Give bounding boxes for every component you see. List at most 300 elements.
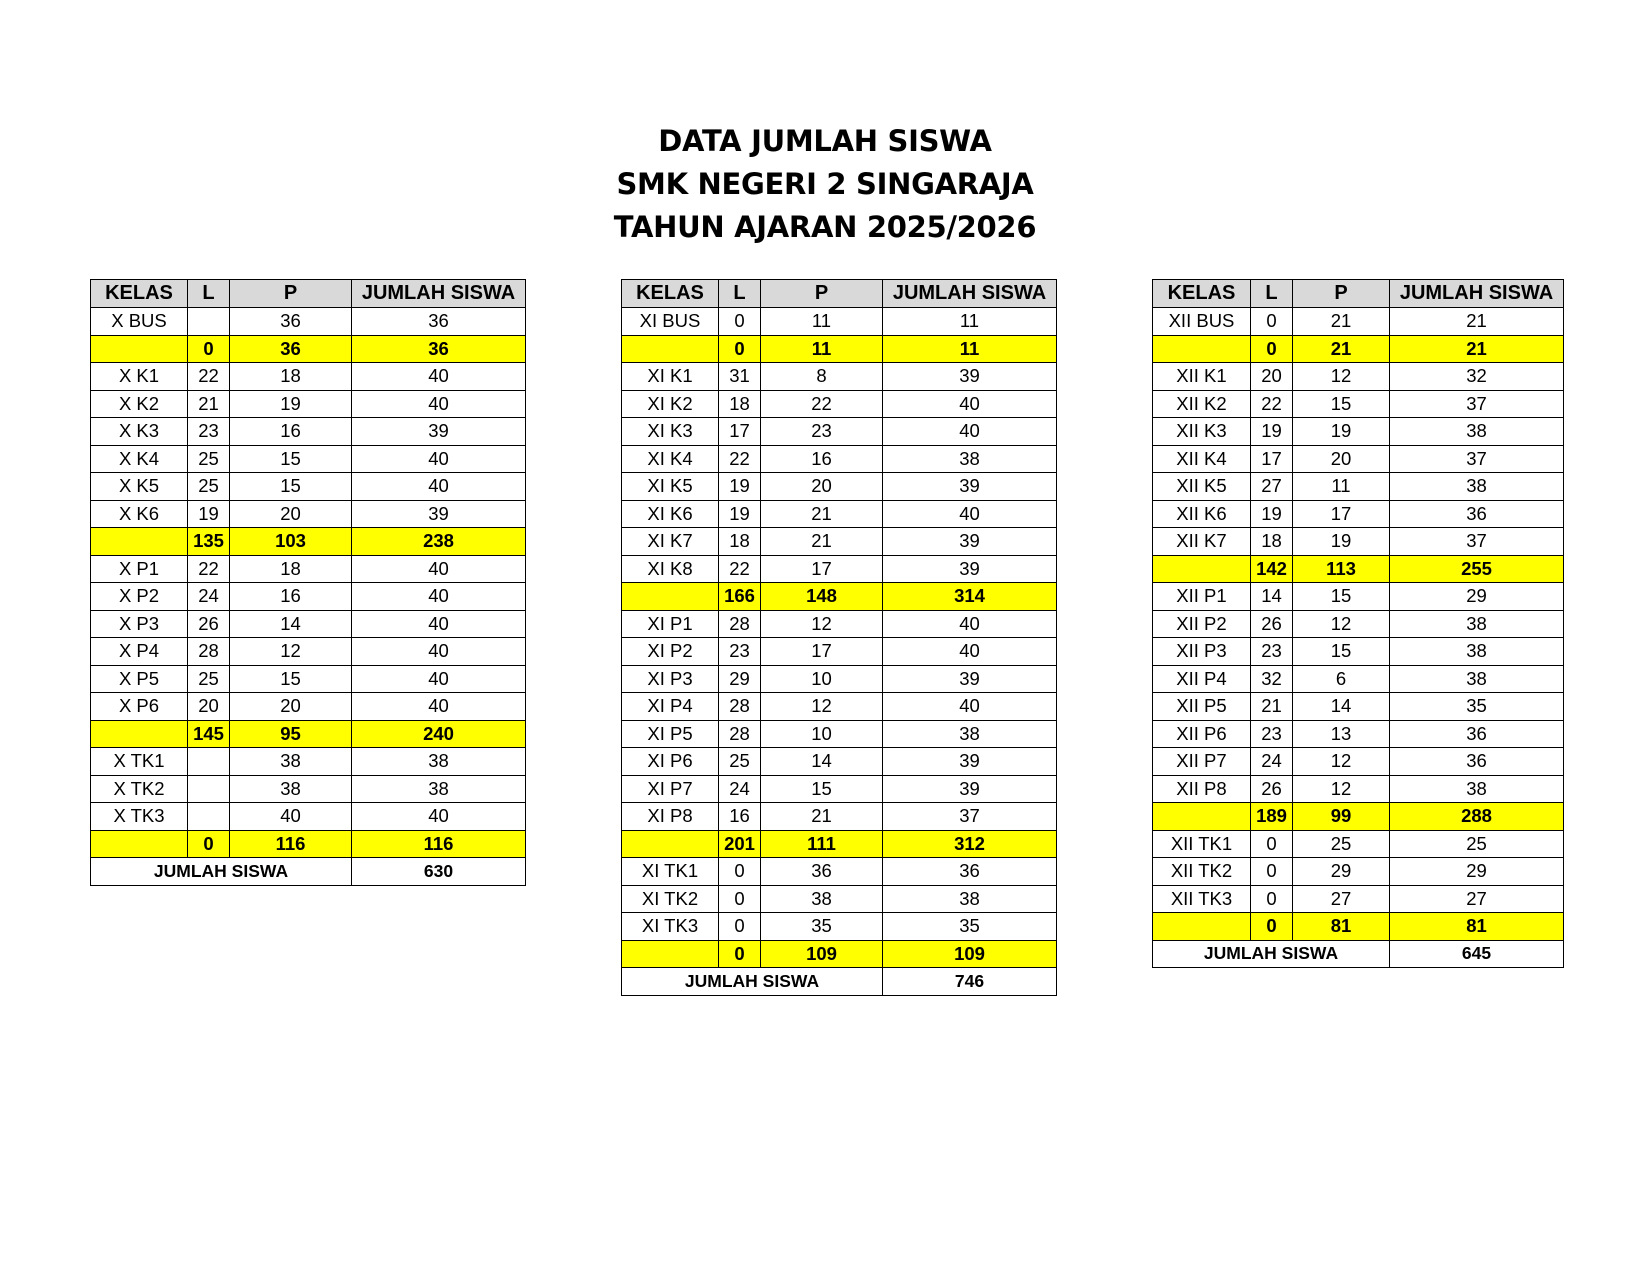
p-cell: 17 — [761, 638, 883, 666]
jumlah-cell: 40 — [883, 500, 1057, 528]
jumlah-cell: 11 — [883, 335, 1057, 363]
kelas-cell: XII BUS — [1153, 308, 1251, 336]
l-cell: 26 — [1251, 610, 1293, 638]
kelas-cell: XI P4 — [622, 693, 719, 721]
l-cell: 17 — [719, 418, 761, 446]
table-row — [1153, 775, 1564, 803]
kelas-cell: XII K6 — [1153, 500, 1251, 528]
total-value: 630 — [352, 858, 526, 886]
subtotal-row — [91, 335, 526, 363]
kelas-cell: XI K3 — [622, 418, 719, 446]
table-row — [622, 858, 1057, 886]
l-cell: 22 — [719, 555, 761, 583]
l-cell: 28 — [719, 720, 761, 748]
kelas-cell: XI P1 — [622, 610, 719, 638]
kelas-cell: XI BUS — [622, 308, 719, 336]
jumlah-cell: 109 — [883, 940, 1057, 968]
jumlah-cell: 39 — [352, 500, 526, 528]
jumlah-cell: 39 — [352, 418, 526, 446]
kelas-cell — [1153, 803, 1251, 831]
p-cell: 38 — [230, 775, 352, 803]
p-cell: 14 — [1293, 693, 1390, 721]
p-cell: 12 — [761, 610, 883, 638]
total-value: 746 — [883, 968, 1057, 996]
l-cell: 142 — [1251, 555, 1293, 583]
l-cell: 0 — [188, 335, 230, 363]
l-cell: 23 — [188, 418, 230, 446]
total-label: JUMLAH SISWA — [622, 968, 883, 996]
jumlah-cell: 38 — [1390, 610, 1564, 638]
jumlah-cell: 40 — [883, 610, 1057, 638]
table-row — [622, 775, 1057, 803]
table-row — [622, 885, 1057, 913]
table-row — [91, 445, 526, 473]
l-cell: 28 — [719, 693, 761, 721]
p-cell: 21 — [761, 500, 883, 528]
l-cell: 21 — [1251, 693, 1293, 721]
p-cell: 19 — [1293, 418, 1390, 446]
p-cell: 16 — [230, 418, 352, 446]
l-cell: 22 — [1251, 390, 1293, 418]
p-cell: 16 — [230, 583, 352, 611]
table-row — [1153, 858, 1564, 886]
jumlah-cell: 314 — [883, 583, 1057, 611]
header-row — [622, 280, 1057, 308]
p-cell: 40 — [230, 803, 352, 831]
kelas-cell — [622, 583, 719, 611]
table-kelas-x — [90, 279, 526, 886]
l-cell: 21 — [188, 390, 230, 418]
header-p: P — [1293, 280, 1390, 308]
jumlah-cell: 38 — [883, 445, 1057, 473]
kelas-cell: XI TK3 — [622, 913, 719, 941]
table-row — [1153, 638, 1564, 666]
jumlah-cell: 40 — [352, 473, 526, 501]
document-title: DATA JUMLAH SISWA — [658, 124, 992, 158]
table-row — [622, 665, 1057, 693]
kelas-cell: XI P2 — [622, 638, 719, 666]
l-cell: 24 — [1251, 748, 1293, 776]
kelas-cell — [622, 940, 719, 968]
jumlah-cell: 40 — [352, 363, 526, 391]
kelas-cell: X K1 — [91, 363, 188, 391]
jumlah-cell: 36 — [1390, 500, 1564, 528]
kelas-cell: XII P7 — [1153, 748, 1251, 776]
l-cell: 0 — [1251, 913, 1293, 941]
p-cell: 14 — [761, 748, 883, 776]
kelas-cell — [91, 830, 188, 858]
kelas-cell: XII K7 — [1153, 528, 1251, 556]
subtotal-row — [1153, 803, 1564, 831]
l-cell: 28 — [188, 638, 230, 666]
kelas-cell: X K3 — [91, 418, 188, 446]
l-cell: 25 — [188, 473, 230, 501]
kelas-cell: XII P3 — [1153, 638, 1251, 666]
table-row — [1153, 308, 1564, 336]
subtotal-row — [1153, 913, 1564, 941]
kelas-cell: XII K4 — [1153, 445, 1251, 473]
kelas-cell — [622, 335, 719, 363]
l-cell: 0 — [719, 335, 761, 363]
kelas-cell: XI TK2 — [622, 885, 719, 913]
l-cell: 22 — [188, 363, 230, 391]
header-jumlah-siswa: JUMLAH SISWA — [1390, 280, 1564, 308]
kelas-cell: XI K7 — [622, 528, 719, 556]
kelas-cell: X P2 — [91, 583, 188, 611]
p-cell: 12 — [1293, 610, 1390, 638]
p-cell: 13 — [1293, 720, 1390, 748]
subtotal-row — [622, 335, 1057, 363]
jumlah-cell: 238 — [352, 528, 526, 556]
p-cell: 103 — [230, 528, 352, 556]
p-cell: 35 — [761, 913, 883, 941]
school-name: SMK NEGERI 2 SINGARAJA — [616, 167, 1034, 201]
l-cell: 17 — [1251, 445, 1293, 473]
p-cell: 12 — [1293, 363, 1390, 391]
table-row — [622, 500, 1057, 528]
jumlah-cell: 36 — [883, 858, 1057, 886]
l-cell: 18 — [719, 390, 761, 418]
p-cell: 21 — [1293, 335, 1390, 363]
l-cell: 31 — [719, 363, 761, 391]
jumlah-cell: 40 — [352, 610, 526, 638]
header-kelas: KELAS — [622, 280, 719, 308]
table-row — [622, 803, 1057, 831]
p-cell: 12 — [1293, 775, 1390, 803]
table-row — [91, 748, 526, 776]
table-row — [91, 363, 526, 391]
total-value: 645 — [1390, 940, 1564, 968]
p-cell: 15 — [230, 445, 352, 473]
jumlah-cell: 37 — [1390, 528, 1564, 556]
jumlah-cell: 37 — [1390, 390, 1564, 418]
jumlah-cell: 36 — [352, 308, 526, 336]
l-cell — [188, 748, 230, 776]
table-row — [1153, 445, 1564, 473]
l-cell: 0 — [719, 913, 761, 941]
jumlah-cell: 40 — [352, 638, 526, 666]
academic-year: TAHUN AJARAN 2025/2026 — [613, 210, 1037, 244]
jumlah-cell: 36 — [1390, 748, 1564, 776]
table-row — [91, 418, 526, 446]
p-cell: 95 — [230, 720, 352, 748]
jumlah-cell: 11 — [883, 308, 1057, 336]
l-cell: 0 — [1251, 335, 1293, 363]
table-row — [622, 610, 1057, 638]
table-row — [1153, 528, 1564, 556]
p-cell: 6 — [1293, 665, 1390, 693]
p-cell: 15 — [1293, 638, 1390, 666]
p-cell: 14 — [230, 610, 352, 638]
jumlah-cell: 38 — [883, 720, 1057, 748]
jumlah-cell: 39 — [883, 748, 1057, 776]
table-row — [622, 638, 1057, 666]
p-cell: 11 — [761, 308, 883, 336]
p-cell: 20 — [1293, 445, 1390, 473]
l-cell: 18 — [719, 528, 761, 556]
p-cell: 8 — [761, 363, 883, 391]
l-cell — [188, 308, 230, 336]
l-cell: 22 — [719, 445, 761, 473]
table-row — [622, 473, 1057, 501]
kelas-cell: XI TK1 — [622, 858, 719, 886]
total-label: JUMLAH SISWA — [91, 858, 352, 886]
l-cell: 20 — [1251, 363, 1293, 391]
l-cell: 0 — [719, 858, 761, 886]
subtotal-row — [622, 583, 1057, 611]
kelas-cell — [1153, 913, 1251, 941]
p-cell: 20 — [230, 500, 352, 528]
l-cell: 135 — [188, 528, 230, 556]
jumlah-cell: 40 — [352, 665, 526, 693]
l-cell: 16 — [719, 803, 761, 831]
jumlah-cell: 39 — [883, 775, 1057, 803]
subtotal-row — [91, 830, 526, 858]
p-cell: 21 — [761, 803, 883, 831]
kelas-cell — [622, 830, 719, 858]
p-cell: 21 — [761, 528, 883, 556]
p-cell: 99 — [1293, 803, 1390, 831]
jumlah-cell: 40 — [883, 390, 1057, 418]
kelas-cell: XII P6 — [1153, 720, 1251, 748]
jumlah-cell: 312 — [883, 830, 1057, 858]
l-cell: 19 — [1251, 500, 1293, 528]
p-cell: 18 — [230, 555, 352, 583]
p-cell: 22 — [761, 390, 883, 418]
table-row — [1153, 473, 1564, 501]
p-cell: 116 — [230, 830, 352, 858]
kelas-cell — [91, 528, 188, 556]
table-row — [91, 583, 526, 611]
l-cell: 0 — [719, 885, 761, 913]
table-row — [91, 308, 526, 336]
p-cell: 12 — [1293, 748, 1390, 776]
subtotal-row — [1153, 335, 1564, 363]
kelas-cell — [91, 335, 188, 363]
l-cell: 25 — [188, 445, 230, 473]
header-jumlah-siswa: JUMLAH SISWA — [883, 280, 1057, 308]
kelas-cell: XII K5 — [1153, 473, 1251, 501]
p-cell: 113 — [1293, 555, 1390, 583]
header-p: P — [230, 280, 352, 308]
jumlah-cell: 40 — [883, 693, 1057, 721]
l-cell: 14 — [1251, 583, 1293, 611]
p-cell: 20 — [230, 693, 352, 721]
l-cell — [188, 775, 230, 803]
header-jumlah-siswa: JUMLAH SISWA — [352, 280, 526, 308]
l-cell: 19 — [719, 473, 761, 501]
p-cell: 29 — [1293, 858, 1390, 886]
table-row — [1153, 693, 1564, 721]
table-row — [622, 445, 1057, 473]
header-kelas: KELAS — [91, 280, 188, 308]
kelas-cell: XI K2 — [622, 390, 719, 418]
table-row — [91, 555, 526, 583]
kelas-cell: X TK3 — [91, 803, 188, 831]
grand-total-row — [91, 858, 526, 886]
kelas-cell: X P1 — [91, 555, 188, 583]
l-cell: 23 — [1251, 638, 1293, 666]
kelas-cell: XII TK1 — [1153, 830, 1251, 858]
jumlah-cell: 116 — [352, 830, 526, 858]
subtotal-row — [1153, 555, 1564, 583]
table-kelas-xi — [621, 279, 1057, 996]
kelas-cell: XII K3 — [1153, 418, 1251, 446]
table-row — [1153, 363, 1564, 391]
jumlah-cell: 39 — [883, 473, 1057, 501]
jumlah-cell: 25 — [1390, 830, 1564, 858]
l-cell: 27 — [1251, 473, 1293, 501]
l-cell: 32 — [1251, 665, 1293, 693]
jumlah-cell: 40 — [352, 390, 526, 418]
l-cell: 22 — [188, 555, 230, 583]
header-l: L — [719, 280, 761, 308]
header-row — [1153, 280, 1564, 308]
jumlah-cell: 37 — [1390, 445, 1564, 473]
table-row — [622, 390, 1057, 418]
subtotal-row — [622, 940, 1057, 968]
table-row — [91, 803, 526, 831]
kelas-cell: X K6 — [91, 500, 188, 528]
p-cell: 27 — [1293, 885, 1390, 913]
jumlah-cell: 39 — [883, 555, 1057, 583]
table-row — [91, 610, 526, 638]
jumlah-cell: 40 — [352, 555, 526, 583]
l-cell: 145 — [188, 720, 230, 748]
table-row — [622, 720, 1057, 748]
p-cell: 16 — [761, 445, 883, 473]
kelas-cell: XI K4 — [622, 445, 719, 473]
kelas-cell: X P4 — [91, 638, 188, 666]
jumlah-cell: 21 — [1390, 308, 1564, 336]
table-row — [1153, 418, 1564, 446]
table-row — [622, 363, 1057, 391]
kelas-cell: X BUS — [91, 308, 188, 336]
jumlah-cell: 36 — [1390, 720, 1564, 748]
jumlah-cell: 38 — [1390, 775, 1564, 803]
p-cell: 15 — [1293, 583, 1390, 611]
l-cell: 25 — [719, 748, 761, 776]
jumlah-cell: 38 — [883, 885, 1057, 913]
l-cell: 189 — [1251, 803, 1293, 831]
p-cell: 148 — [761, 583, 883, 611]
table-row — [1153, 583, 1564, 611]
header-row — [91, 280, 526, 308]
header-kelas: KELAS — [1153, 280, 1251, 308]
p-cell: 18 — [230, 363, 352, 391]
kelas-cell: XII P8 — [1153, 775, 1251, 803]
p-cell: 15 — [230, 665, 352, 693]
l-cell: 24 — [719, 775, 761, 803]
jumlah-cell: 29 — [1390, 858, 1564, 886]
grand-total-row — [622, 968, 1057, 996]
table-row — [91, 500, 526, 528]
kelas-cell: X TK1 — [91, 748, 188, 776]
jumlah-cell: 38 — [1390, 665, 1564, 693]
subtotal-row — [91, 720, 526, 748]
kelas-cell: XI P7 — [622, 775, 719, 803]
l-cell: 201 — [719, 830, 761, 858]
table-row — [91, 693, 526, 721]
table-row — [1153, 885, 1564, 913]
kelas-cell: XI K5 — [622, 473, 719, 501]
jumlah-cell: 27 — [1390, 885, 1564, 913]
kelas-cell: X P3 — [91, 610, 188, 638]
kelas-cell: XI P6 — [622, 748, 719, 776]
table-row — [1153, 390, 1564, 418]
jumlah-cell: 38 — [352, 748, 526, 776]
table-row — [622, 308, 1057, 336]
l-cell: 0 — [1251, 830, 1293, 858]
jumlah-cell: 38 — [352, 775, 526, 803]
table-row — [91, 390, 526, 418]
document-title-block — [0, 120, 1650, 249]
p-cell: 10 — [761, 720, 883, 748]
l-cell: 0 — [1251, 885, 1293, 913]
kelas-cell: XII K1 — [1153, 363, 1251, 391]
table-row — [1153, 610, 1564, 638]
jumlah-cell: 240 — [352, 720, 526, 748]
jumlah-cell: 39 — [883, 528, 1057, 556]
l-cell: 24 — [188, 583, 230, 611]
header-p: P — [761, 280, 883, 308]
kelas-cell: XII TK3 — [1153, 885, 1251, 913]
p-cell: 25 — [1293, 830, 1390, 858]
l-cell: 0 — [1251, 858, 1293, 886]
l-cell: 166 — [719, 583, 761, 611]
l-cell: 0 — [719, 940, 761, 968]
jumlah-cell: 35 — [883, 913, 1057, 941]
p-cell: 19 — [1293, 528, 1390, 556]
jumlah-cell: 40 — [352, 445, 526, 473]
p-cell: 11 — [761, 335, 883, 363]
l-cell: 23 — [1251, 720, 1293, 748]
jumlah-cell: 255 — [1390, 555, 1564, 583]
jumlah-cell: 288 — [1390, 803, 1564, 831]
jumlah-cell: 40 — [352, 693, 526, 721]
kelas-cell: XII TK2 — [1153, 858, 1251, 886]
kelas-cell: XII P5 — [1153, 693, 1251, 721]
l-cell: 0 — [719, 308, 761, 336]
p-cell: 38 — [230, 748, 352, 776]
table-row — [91, 638, 526, 666]
l-cell: 19 — [719, 500, 761, 528]
l-cell: 28 — [719, 610, 761, 638]
table-row — [1153, 665, 1564, 693]
jumlah-cell: 38 — [1390, 638, 1564, 666]
kelas-cell: XI P8 — [622, 803, 719, 831]
table-row — [622, 913, 1057, 941]
l-cell: 18 — [1251, 528, 1293, 556]
p-cell: 109 — [761, 940, 883, 968]
kelas-cell: X P5 — [91, 665, 188, 693]
table-row — [91, 665, 526, 693]
kelas-cell: XI K6 — [622, 500, 719, 528]
p-cell: 36 — [230, 335, 352, 363]
table-row — [91, 473, 526, 501]
p-cell: 17 — [1293, 500, 1390, 528]
jumlah-cell: 36 — [352, 335, 526, 363]
table-row — [622, 693, 1057, 721]
kelas-cell — [91, 720, 188, 748]
l-cell: 20 — [188, 693, 230, 721]
jumlah-cell: 40 — [883, 638, 1057, 666]
p-cell: 36 — [230, 308, 352, 336]
jumlah-cell: 40 — [352, 583, 526, 611]
subtotal-row — [622, 830, 1057, 858]
kelas-cell — [1153, 555, 1251, 583]
p-cell: 111 — [761, 830, 883, 858]
